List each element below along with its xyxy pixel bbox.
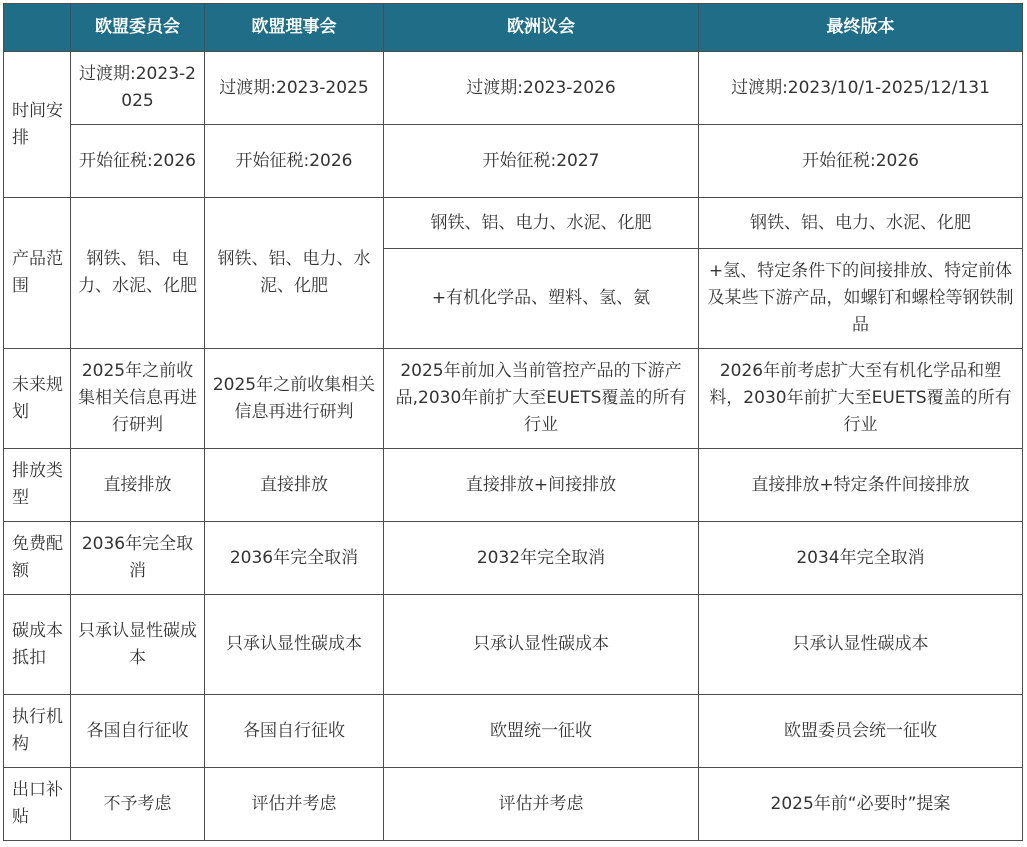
cell-quota-commission: 2036年完全取消: [71, 522, 205, 595]
header-parliament: 欧洲议会: [384, 4, 699, 52]
cell-scope-commission: 钢铁、铝、电力、水泥、化肥: [71, 198, 205, 349]
cell-deduction-commission: 只承认显性碳成本: [71, 595, 205, 695]
cell-scope-final-extra: +氢、特定条件下的间接排放、特定前体及某些下游产品，如螺钉和螺栓等钢铁制品: [699, 249, 1023, 349]
cell-deduction-final: 只承认显性碳成本: [699, 595, 1023, 695]
cell-agency-parliament: 欧盟统一征收: [384, 695, 699, 768]
comparison-table: [3, 3, 1023, 841]
cell-agency-commission: 各国自行征收: [71, 695, 205, 768]
cell-plan-final: 2026年前考虑扩大至有机化学品和塑料，2030年前扩大至EUETS覆盖的所有行业: [699, 349, 1023, 449]
cell-quota-final: 2034年完全取消: [699, 522, 1023, 595]
cell-subsidy-commission: 不予考虑: [71, 768, 205, 841]
row-label-emission: 排放类型: [4, 449, 71, 522]
table-row: [4, 595, 1023, 695]
table-row: [4, 125, 1023, 198]
cell-time-transition-parliament: 过渡期:2023-2026: [384, 52, 699, 125]
header-final: 最终版本: [699, 4, 1023, 52]
cell-time-transition-council: 过渡期:2023-2025: [205, 52, 384, 125]
cell-deduction-council: 只承认显性碳成本: [205, 595, 384, 695]
cell-time-tax-final: 开始征税:2026: [699, 125, 1023, 198]
cell-subsidy-final: 2025年前“必要时”提案: [699, 768, 1023, 841]
cell-emission-commission: 直接排放: [71, 449, 205, 522]
cell-scope-parliament-extra: +有机化学品、塑料、氢、氨: [384, 249, 699, 349]
cell-emission-council: 直接排放: [205, 449, 384, 522]
cell-subsidy-council: 评估并考虑: [205, 768, 384, 841]
table-row: [4, 349, 1023, 449]
table-row: [4, 522, 1023, 595]
cell-plan-council: 2025年之前收集相关信息再进行研判: [205, 349, 384, 449]
cell-plan-parliament: 2025年前加入当前管控产品的下游产品,2030年前扩大至EUETS覆盖的所有行业: [384, 349, 699, 449]
table-row: [4, 695, 1023, 768]
cell-time-transition-commission: 过渡期:2023-2025: [71, 52, 205, 125]
row-label-subsidy: 出口补贴: [4, 768, 71, 841]
cell-scope-final-base: 钢铁、铝、电力、水泥、化肥: [699, 198, 1023, 249]
table-row: [4, 52, 1023, 125]
table-row: [4, 768, 1023, 841]
header-council: 欧盟理事会: [205, 4, 384, 52]
cell-time-tax-parliament: 开始征税:2027: [384, 125, 699, 198]
row-label-scope: 产品范围: [4, 198, 71, 349]
header-corner: [4, 4, 71, 52]
cell-agency-council: 各国自行征收: [205, 695, 384, 768]
cell-time-tax-council: 开始征税:2026: [205, 125, 384, 198]
cell-scope-parliament-base: 钢铁、铝、电力、水泥、化肥: [384, 198, 699, 249]
cell-scope-council: 钢铁、铝、电力、水泥、化肥: [205, 198, 384, 349]
cell-time-transition-final: 过渡期:2023/10/1-2025/12/131: [699, 52, 1023, 125]
cell-quota-parliament: 2032年完全取消: [384, 522, 699, 595]
cell-plan-commission: 2025年之前收集相关信息再进行研判: [71, 349, 205, 449]
row-label-plan: 未来规划: [4, 349, 71, 449]
row-label-agency: 执行机构: [4, 695, 71, 768]
row-label-time: 时间安排: [4, 52, 71, 198]
cell-deduction-parliament: 只承认显性碳成本: [384, 595, 699, 695]
cell-quota-council: 2036年完全取消: [205, 522, 384, 595]
header-row: [4, 4, 1023, 52]
cell-emission-parliament: 直接排放+间接排放: [384, 449, 699, 522]
cell-agency-final: 欧盟委员会统一征收: [699, 695, 1023, 768]
header-commission: 欧盟委员会: [71, 4, 205, 52]
table-row: [4, 198, 1023, 249]
row-label-quota: 免费配额: [4, 522, 71, 595]
row-label-deduction: 碳成本抵扣: [4, 595, 71, 695]
cell-time-tax-commission: 开始征税:2026: [71, 125, 205, 198]
table-row: [4, 449, 1023, 522]
cell-emission-final: 直接排放+特定条件间接排放: [699, 449, 1023, 522]
cell-subsidy-parliament: 评估并考虑: [384, 768, 699, 841]
